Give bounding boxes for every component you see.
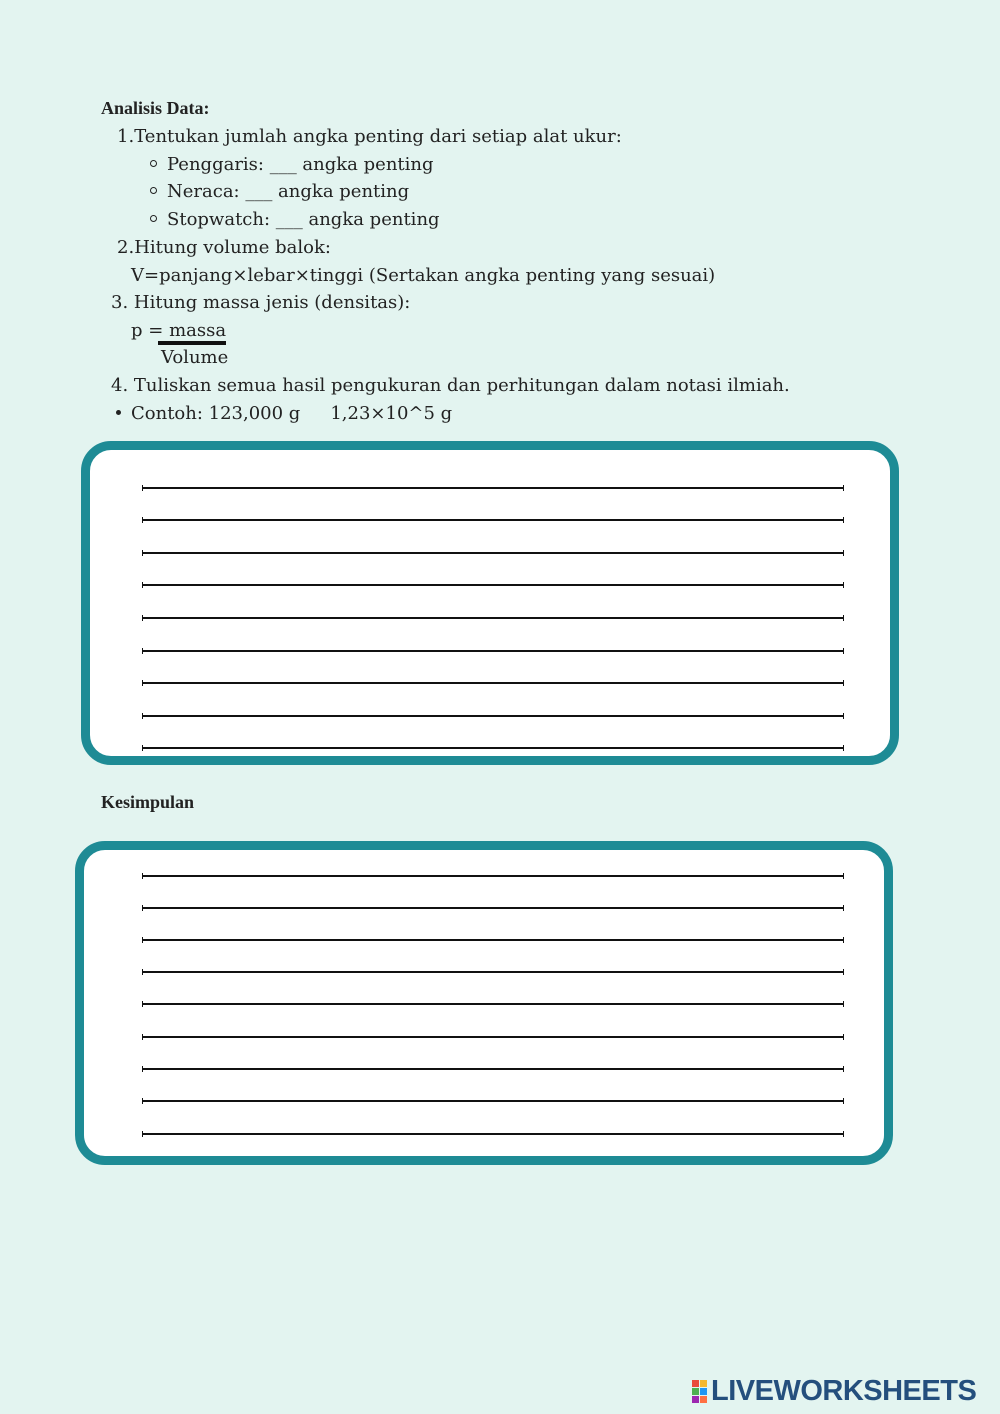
- answer-line[interactable]: [142, 907, 844, 909]
- fraction-bar: [158, 341, 226, 345]
- logo-text: LIVEWORKSHEETS: [711, 1375, 977, 1407]
- answer-line[interactable]: [142, 650, 844, 652]
- subitem-stopwatch-text: Stopwatch: ___ angka penting: [167, 209, 440, 230]
- subitem-penggaris-text: Penggaris: ___ angka penting: [167, 154, 434, 175]
- liveworksheets-logo: [692, 1375, 976, 1408]
- density-formula-lhs: p =: [131, 320, 170, 341]
- item-1-text: Tentukan jumlah angka penting dari setiap alat ukur:: [134, 126, 622, 147]
- subitem-neraca-text: Neraca: ___ angka penting: [167, 181, 410, 202]
- density-numerator: massa: [169, 320, 227, 341]
- analysis-heading: Analisis Data:: [101, 98, 210, 118]
- answer-line[interactable]: [142, 617, 844, 619]
- subitem-neraca: [150, 181, 409, 202]
- density-formula: [131, 320, 226, 341]
- item-1-number: 1.: [117, 126, 135, 147]
- answer-line[interactable]: [142, 1003, 844, 1005]
- item-2: [117, 237, 331, 258]
- answer-line[interactable]: [142, 1036, 844, 1038]
- answer-line[interactable]: [142, 939, 844, 941]
- answer-line[interactable]: [142, 552, 844, 554]
- item-3-text: 3. Hitung massa jenis (densitas):: [111, 292, 411, 313]
- answer-line[interactable]: [142, 1068, 844, 1070]
- hollow-bullet-icon: [150, 215, 157, 222]
- answer-line[interactable]: [142, 519, 844, 521]
- answer-line[interactable]: [142, 584, 844, 586]
- density-denominator: Volume: [161, 347, 229, 368]
- answer-line[interactable]: [142, 487, 844, 489]
- answer-line[interactable]: [142, 715, 844, 717]
- example-result: 1,23×10^5 g: [330, 403, 453, 424]
- conclusion-heading: Kesimpulan: [101, 792, 195, 812]
- subitem-stopwatch: [150, 209, 440, 230]
- answer-line[interactable]: [142, 682, 844, 684]
- item-2-text: Hitung volume balok:: [134, 237, 331, 258]
- analysis-answer-box[interactable]: [81, 441, 899, 765]
- example-line: [116, 403, 452, 424]
- hollow-bullet-icon: [150, 160, 157, 167]
- hollow-bullet-icon: [150, 187, 157, 194]
- item-4-text: 4. Tuliskan semua hasil pengukuran dan perhitungan dalam notasi ilmiah.: [111, 375, 790, 396]
- answer-line[interactable]: [142, 747, 844, 749]
- answer-line[interactable]: [142, 971, 844, 973]
- item-1: [117, 126, 622, 147]
- solid-bullet-icon: [116, 410, 121, 415]
- conclusion-answer-box[interactable]: [75, 841, 893, 1165]
- logo-mark-icon: [692, 1380, 708, 1404]
- volume-formula: V=panjang×lebar×tinggi (Sertakan angka penting yang sesuai): [131, 265, 716, 286]
- answer-line[interactable]: [142, 875, 844, 877]
- subitem-penggaris: [150, 154, 434, 175]
- item-2-number: 2.: [117, 237, 135, 258]
- answer-line[interactable]: [142, 1133, 844, 1135]
- example-label: Contoh: 123,000 g: [131, 403, 301, 424]
- answer-line[interactable]: [142, 1100, 844, 1102]
